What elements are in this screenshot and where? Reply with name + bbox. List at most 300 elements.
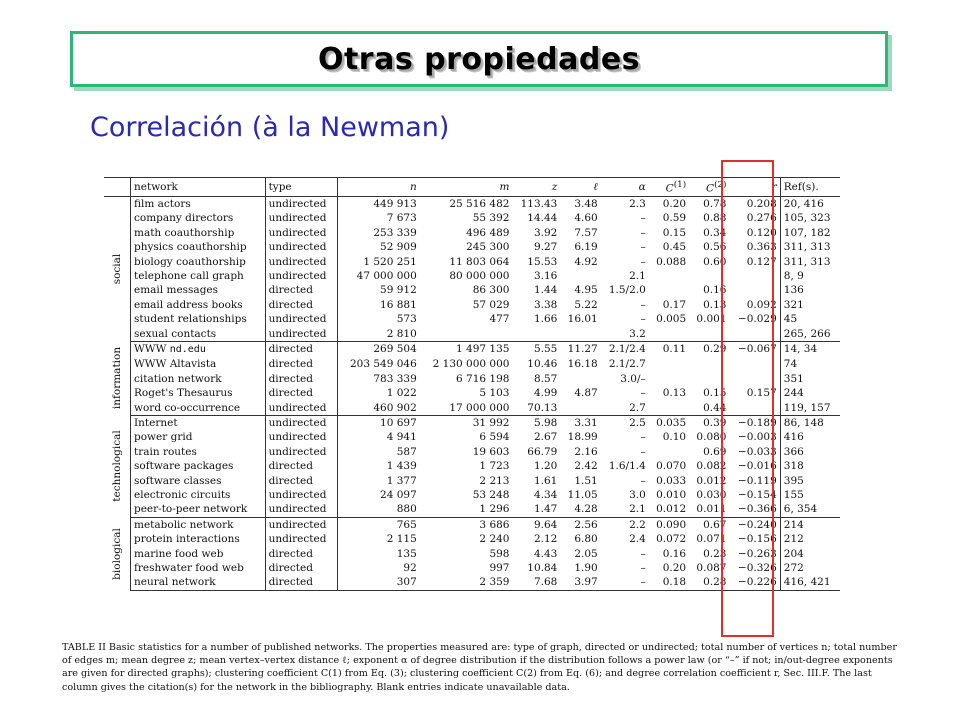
cell-network: telephone call graph xyxy=(134,269,244,282)
header-refs: Ref(s). xyxy=(780,178,840,197)
cell-c2: 0.29 xyxy=(703,343,727,356)
r-column-highlight-box xyxy=(721,160,774,637)
cell-z: 2.12 xyxy=(533,533,558,546)
cell-type: directed xyxy=(265,298,338,312)
cell-r: −0.366 xyxy=(729,502,780,517)
cell-z: 4.34 xyxy=(533,489,558,502)
cell-c1: 0.088 xyxy=(656,255,687,268)
cell-type: undirected xyxy=(265,255,338,269)
cell-type: directed xyxy=(265,547,338,561)
cell-network: company directors xyxy=(134,212,234,225)
cell-c1: 0.15 xyxy=(662,226,687,239)
cell-c1: 0.16 xyxy=(662,547,687,560)
cell-r: −0.189 xyxy=(737,417,777,429)
cell-l: 7.57 xyxy=(574,226,598,239)
cell-m: 80 000 000 xyxy=(449,269,510,282)
cell-n: 880 xyxy=(338,502,420,517)
cell-type: directed xyxy=(265,575,338,590)
cell-z: 3.38 xyxy=(533,298,558,311)
cell-c2: 0.23 xyxy=(703,547,727,560)
cell-c2: 0.13 xyxy=(703,298,727,311)
cell-z: 9.64 xyxy=(533,518,558,531)
cell-m: 17 000 000 xyxy=(420,401,513,416)
cell-alpha: – xyxy=(640,255,646,268)
cell-c2: 0.082 xyxy=(696,460,727,473)
cell-n: 16 881 xyxy=(338,298,420,312)
cell-alpha: 1.5/2.0 xyxy=(608,284,646,297)
cell-l: 16.18 xyxy=(567,358,598,371)
cell-alpha: 2.1/2.4 xyxy=(608,343,646,356)
cell-refs: 212 xyxy=(780,532,840,546)
cell-c2: 0.16 xyxy=(703,284,727,297)
cell-m: 11 803 064 xyxy=(449,255,510,268)
cell-c1: 0.072 xyxy=(656,533,687,546)
header-n: n xyxy=(338,178,420,197)
cell-network: email address books xyxy=(134,298,243,311)
cell-alpha: – xyxy=(640,445,646,458)
cell-c2: 0.080 xyxy=(696,431,727,444)
cell-type: directed xyxy=(265,459,338,473)
cell-network: software classes xyxy=(134,474,222,487)
cell-n: 10 697 xyxy=(338,416,420,431)
cell-z: 9.27 xyxy=(533,241,558,254)
cell-alpha: – xyxy=(640,387,646,400)
cell-c2: 0.56 xyxy=(703,241,727,254)
cell-alpha: – xyxy=(640,241,646,254)
category-cell-biological xyxy=(104,517,131,590)
cell-n: 7 673 xyxy=(338,211,420,225)
header-z: z xyxy=(512,178,560,197)
cell-alpha: 2.5 xyxy=(629,417,646,429)
cell-type: undirected xyxy=(265,226,338,240)
cell-refs: 318 xyxy=(780,459,840,473)
cell-type: directed xyxy=(265,372,338,386)
cell-network: Internet xyxy=(134,417,178,429)
cell-c1: 0.012 xyxy=(649,502,689,517)
cell-alpha: 2.2 xyxy=(629,518,646,531)
cell-type: undirected xyxy=(265,488,338,502)
cell-refs: 136 xyxy=(780,283,840,297)
cell-n: 59 912 xyxy=(338,283,420,297)
cell-m: 3 686 xyxy=(479,518,510,531)
cell-l: 16.01 xyxy=(567,313,598,326)
cell-n: 1 377 xyxy=(338,474,420,488)
cell-m: 2 359 xyxy=(420,575,513,590)
cell-type: directed xyxy=(265,561,338,575)
cell-r: −0.263 xyxy=(737,547,777,560)
cell-c1: 0.59 xyxy=(662,212,687,225)
cell-m: 5 103 xyxy=(479,387,510,400)
cell-refs: 366 xyxy=(780,445,840,459)
category-label: information xyxy=(110,347,123,410)
cell-n: 4 941 xyxy=(338,430,420,444)
cell-z: 14.44 xyxy=(527,212,558,225)
cell-z: 3.16 xyxy=(533,269,558,282)
cell-r: −0.033 xyxy=(737,445,777,458)
cell-r: 0.120 xyxy=(746,226,777,239)
cell-n: 203 549 046 xyxy=(338,357,420,371)
cell-z: 1.20 xyxy=(533,460,558,473)
cell-m: 53 248 xyxy=(472,489,510,502)
cell-n: 1 439 xyxy=(338,459,420,473)
cell-refs: 311, 313 xyxy=(780,255,840,269)
cell-refs: 265, 266 xyxy=(780,327,840,342)
cell-refs: 244 xyxy=(780,386,840,400)
cell-m: 1 497 135 xyxy=(456,343,510,356)
cell-c1 xyxy=(649,269,689,283)
header-r: r xyxy=(729,178,780,197)
cell-type: undirected xyxy=(265,502,338,517)
header-category-cell xyxy=(104,178,131,197)
cell-type: undirected xyxy=(265,430,338,444)
cell-c2: 0.15 xyxy=(703,387,727,400)
cell-z: 7.68 xyxy=(512,575,560,590)
cell-r: 0.276 xyxy=(746,212,777,225)
header-network: network xyxy=(131,178,266,197)
cell-r: −0.226 xyxy=(729,575,780,590)
cell-c1: 0.11 xyxy=(662,343,687,356)
cell-type: undirected xyxy=(265,401,338,416)
cell-l xyxy=(560,372,600,386)
cell-type: undirected xyxy=(265,211,338,225)
cell-m: 57 029 xyxy=(472,298,510,311)
cell-m: 1 723 xyxy=(479,460,510,473)
cell-z: 15.53 xyxy=(527,255,558,268)
cell-alpha: 2.1 xyxy=(629,269,646,282)
cell-refs: 20, 416 xyxy=(780,196,840,211)
cell-l: 2.05 xyxy=(574,547,598,560)
cell-l: 2.56 xyxy=(574,518,598,531)
cell-m: 55 392 xyxy=(472,212,510,225)
cell-type: undirected xyxy=(265,445,338,459)
cell-alpha: – xyxy=(640,298,646,311)
cell-refs: 204 xyxy=(780,547,840,561)
cell-refs: 107, 182 xyxy=(780,226,840,240)
cell-m: 25 516 482 xyxy=(449,197,510,210)
cell-l: 4.28 xyxy=(560,502,600,517)
cell-c1 xyxy=(649,401,689,416)
cell-n: 2 115 xyxy=(338,532,420,546)
cell-type: undirected xyxy=(265,517,338,532)
cell-n: 135 xyxy=(338,547,420,561)
cell-r: −0.119 xyxy=(737,474,777,487)
cell-refs: 395 xyxy=(780,474,840,488)
cell-l: 18.99 xyxy=(567,431,598,444)
cell-m: 997 xyxy=(489,562,510,575)
cell-c1: 0.035 xyxy=(656,417,687,429)
cell-c1: 0.090 xyxy=(656,518,687,531)
cell-c1: 0.10 xyxy=(662,431,687,444)
cell-refs: 105, 323 xyxy=(780,211,840,225)
cell-refs: 416 xyxy=(780,430,840,444)
cell-r: −0.326 xyxy=(737,562,777,575)
cell-network: citation network xyxy=(134,372,222,385)
cell-c1 xyxy=(649,372,689,386)
cell-c2: 0.60 xyxy=(703,255,727,268)
slide-subtitle: Correlación (à la Newman) xyxy=(90,112,450,143)
cell-z: 5.55 xyxy=(533,343,558,356)
cell-c2: 0.071 xyxy=(696,533,727,546)
cell-r: −0.156 xyxy=(737,533,777,546)
cell-n: 1 022 xyxy=(338,386,420,400)
cell-network: train routes xyxy=(134,445,197,458)
cell-c2: 0.030 xyxy=(696,489,727,502)
cell-z: 4.43 xyxy=(533,547,558,560)
cell-l: 4.60 xyxy=(574,212,598,225)
cell-z: 8.57 xyxy=(533,372,558,385)
cell-refs: 214 xyxy=(780,517,840,532)
cell-l xyxy=(560,327,600,342)
cell-n: 24 097 xyxy=(338,488,420,502)
cell-network: neural network xyxy=(131,575,266,590)
cell-type: undirected xyxy=(265,269,338,283)
cell-alpha: – xyxy=(640,212,646,225)
cell-l: 2.16 xyxy=(574,445,598,458)
slide-title-box xyxy=(70,31,888,87)
cell-type: directed xyxy=(265,386,338,400)
cell-m: 598 xyxy=(489,547,510,560)
cell-n: 52 909 xyxy=(338,240,420,254)
cell-c2: 0.34 xyxy=(703,226,727,239)
cell-l: 4.92 xyxy=(574,255,598,268)
cell-refs: 272 xyxy=(780,561,840,575)
cell-alpha: – xyxy=(640,431,646,444)
cell-r: 0.208 xyxy=(746,197,777,210)
cell-network: software packages xyxy=(134,460,234,473)
cell-l xyxy=(560,401,600,416)
cell-network: protein interactions xyxy=(134,533,240,546)
cell-l: 11.27 xyxy=(567,343,598,356)
cell-alpha: 1.6/1.4 xyxy=(608,460,646,473)
cell-n: 253 339 xyxy=(338,226,420,240)
cell-r: −0.240 xyxy=(737,518,777,531)
cell-m: 496 489 xyxy=(466,226,510,239)
cell-network: word co-occurrence xyxy=(131,401,266,416)
cell-network: email messages xyxy=(134,284,219,297)
cell-refs: 311, 313 xyxy=(780,240,840,254)
cell-n: 765 xyxy=(338,517,420,532)
cell-alpha: – xyxy=(640,474,646,487)
cell-l: 1.51 xyxy=(574,474,598,487)
cell-c1: 0.17 xyxy=(662,298,687,311)
cell-network: marine food web xyxy=(134,547,224,560)
cell-type: undirected xyxy=(265,532,338,546)
cell-network: physics coauthorship xyxy=(134,241,247,254)
cell-alpha: 3.2 xyxy=(601,327,649,342)
cell-m: 245 300 xyxy=(466,241,510,254)
table-caption: TABLE II Basic statistics for a number of published networks. The properties measured are: type of graph, directed or undirected; total number of vertices n; total number of edges m; mean degree z; mean vertex–vertex distance ℓ; exponent α of degree distribution if the distribution follows a power law (or “–” if not; in/out-degree exponents are given for directed graphs); clustering coefficient C(1) from Eq. (3); clustering coefficient C(2) from Eq. (6); and degree correlation coefficient r, Sec. III.F. The last column gives the citation(s) for the network in the bibliography. Blank entries indicate unavailable data. xyxy=(62,642,897,693)
cell-m: 477 xyxy=(489,313,510,326)
cell-l: 11.05 xyxy=(567,489,598,502)
cell-network: power grid xyxy=(134,431,193,444)
cell-alpha: 2.1/2.7 xyxy=(608,358,646,371)
cell-m: 86 300 xyxy=(472,284,510,297)
cell-c1 xyxy=(649,283,689,297)
cell-type: undirected xyxy=(265,312,338,326)
cell-type: directed xyxy=(265,474,338,488)
cell-type: undirected xyxy=(265,327,338,342)
cell-m: 31 992 xyxy=(472,417,510,429)
header-m: m xyxy=(420,178,513,197)
cell-z: 1.47 xyxy=(512,502,560,517)
cell-alpha: 2.4 xyxy=(629,533,646,546)
cell-l: 4.87 xyxy=(574,387,598,400)
cell-l: 1.90 xyxy=(574,562,598,575)
cell-network: WWW Altavista xyxy=(134,358,217,371)
cell-alpha: – xyxy=(601,575,649,590)
cell-l: 2.42 xyxy=(574,460,598,473)
cell-l xyxy=(560,269,600,283)
cell-network: electronic circuits xyxy=(134,489,231,502)
cell-c1: 0.070 xyxy=(656,460,687,473)
cell-refs: 321 xyxy=(780,298,840,312)
cell-r: −0.067 xyxy=(737,343,777,356)
cell-l: 6.80 xyxy=(574,533,598,546)
cell-z: 10.46 xyxy=(527,358,558,371)
cell-z: 66.79 xyxy=(527,445,558,458)
cell-l: 6.19 xyxy=(574,241,598,254)
cell-n: 1 520 251 xyxy=(338,255,420,269)
cell-l: 3.31 xyxy=(574,417,598,429)
cell-refs: 155 xyxy=(780,488,840,502)
cell-m: 6 716 198 xyxy=(456,372,510,385)
cell-z: 5.98 xyxy=(533,417,558,429)
cell-type: directed xyxy=(265,357,338,371)
category-label: social xyxy=(110,253,123,285)
cell-c1: 0.20 xyxy=(662,197,687,210)
header-c1: $C^{(1)}$ xyxy=(649,178,689,197)
cell-z: 3.92 xyxy=(533,226,558,239)
header-alpha: α xyxy=(601,178,649,197)
cell-z xyxy=(512,327,560,342)
cell-z: 4.99 xyxy=(533,387,558,400)
cell-refs: 74 xyxy=(780,357,840,371)
cell-l: 3.48 xyxy=(574,197,598,210)
header-c2: $C^{(2)}$ xyxy=(689,178,729,197)
cell-n: 2 810 xyxy=(338,327,420,342)
cell-refs: 86, 148 xyxy=(780,416,840,431)
cell-r: 0.363 xyxy=(746,241,777,254)
cell-n: 47 000 000 xyxy=(338,269,420,283)
cell-network: student relationships xyxy=(134,313,247,326)
cell-l: 3.97 xyxy=(560,575,600,590)
cell-z: 2.67 xyxy=(533,431,558,444)
cell-m: 2 130 000 000 xyxy=(432,358,510,371)
cell-c1: 0.005 xyxy=(656,313,687,326)
cell-alpha: 2.7 xyxy=(601,401,649,416)
cell-c2: 0.087 xyxy=(696,562,727,575)
category-cell-information xyxy=(104,341,131,415)
cell-c1 xyxy=(649,327,689,342)
cell-network: sexual contacts xyxy=(131,327,266,342)
cell-m xyxy=(420,327,513,342)
cell-c1: 0.20 xyxy=(662,562,687,575)
cell-c1: 0.18 xyxy=(649,575,689,590)
cell-c1: 0.45 xyxy=(662,241,687,254)
cell-network: freshwater food web xyxy=(134,562,244,575)
cell-network: peer-to-peer network xyxy=(131,502,266,517)
cell-c2: 0.28 xyxy=(689,575,729,590)
cell-type: undirected xyxy=(265,416,338,431)
cell-network: Roget's Thesaurus xyxy=(134,387,233,400)
cell-alpha: – xyxy=(640,313,646,326)
cell-z: 1.61 xyxy=(533,474,558,487)
cell-r: −0.003 xyxy=(737,431,777,444)
cell-m: 6 594 xyxy=(479,431,510,444)
cell-c2: 0.012 xyxy=(696,474,727,487)
cell-refs: 45 xyxy=(780,312,840,326)
cell-r: −0.029 xyxy=(737,313,777,326)
cell-z: 1.66 xyxy=(533,313,558,326)
cell-network: biology coauthorship xyxy=(134,255,246,268)
cell-alpha: – xyxy=(640,226,646,239)
cell-refs: 119, 157 xyxy=(780,401,840,416)
cell-refs: 8, 9 xyxy=(780,269,840,283)
category-label: biological xyxy=(110,528,123,580)
cell-c2: 0.78 xyxy=(703,197,727,210)
cell-c1: 0.033 xyxy=(656,474,687,487)
cell-refs: 416, 421 xyxy=(780,575,840,590)
cell-l: 5.22 xyxy=(574,298,598,311)
cell-alpha: 2.1 xyxy=(601,502,649,517)
cell-n: 307 xyxy=(338,575,420,590)
cell-n: 783 339 xyxy=(338,372,420,386)
cell-network: WWW nd.edu xyxy=(134,342,206,355)
cell-l: 4.95 xyxy=(574,284,598,297)
cell-network: metabolic network xyxy=(134,518,234,531)
cell-m: 2 240 xyxy=(479,533,510,546)
cell-z: 113.43 xyxy=(520,197,558,210)
cell-r: 0.157 xyxy=(746,387,777,400)
cell-m: 19 603 xyxy=(472,445,510,458)
cell-c2: 0.44 xyxy=(689,401,729,416)
cell-z: 1.44 xyxy=(533,284,558,297)
cell-n: 449 913 xyxy=(338,196,420,211)
category-cell-social xyxy=(104,196,131,341)
cell-r: −0.016 xyxy=(737,460,777,473)
cell-n: 573 xyxy=(338,312,420,326)
category-cell-technological xyxy=(104,416,131,518)
cell-n: 460 902 xyxy=(338,401,420,416)
cell-r: −0.154 xyxy=(737,489,777,502)
cell-network: film actors xyxy=(134,197,191,210)
cell-c1 xyxy=(649,445,689,459)
cell-n: 92 xyxy=(338,561,420,575)
cell-n: 269 504 xyxy=(338,341,420,357)
cell-c2: 0.69 xyxy=(703,445,727,458)
category-label: technological xyxy=(110,430,123,503)
cell-alpha: – xyxy=(640,547,646,560)
slide-title: Otras propiedades xyxy=(317,41,641,77)
cell-c2: 0.67 xyxy=(703,518,727,531)
cell-refs: 14, 34 xyxy=(780,341,840,357)
cell-n: 587 xyxy=(338,445,420,459)
cell-type: directed xyxy=(265,283,338,297)
cell-m: 1 296 xyxy=(420,502,513,517)
cell-network: math coauthorship xyxy=(134,226,235,239)
cell-z: 10.84 xyxy=(527,562,558,575)
cell-type: directed xyxy=(265,341,338,357)
cell-c2: 0.011 xyxy=(689,502,729,517)
cell-c2: 0.88 xyxy=(703,212,727,225)
cell-r: 0.092 xyxy=(746,298,777,311)
cell-alpha: 3.0/– xyxy=(620,372,646,385)
cell-z: 70.13 xyxy=(512,401,560,416)
cell-alpha: 2.3 xyxy=(629,197,646,210)
cell-r: 0.127 xyxy=(746,255,777,268)
cell-m: 2 213 xyxy=(479,474,510,487)
header-l: ℓ xyxy=(560,178,600,197)
